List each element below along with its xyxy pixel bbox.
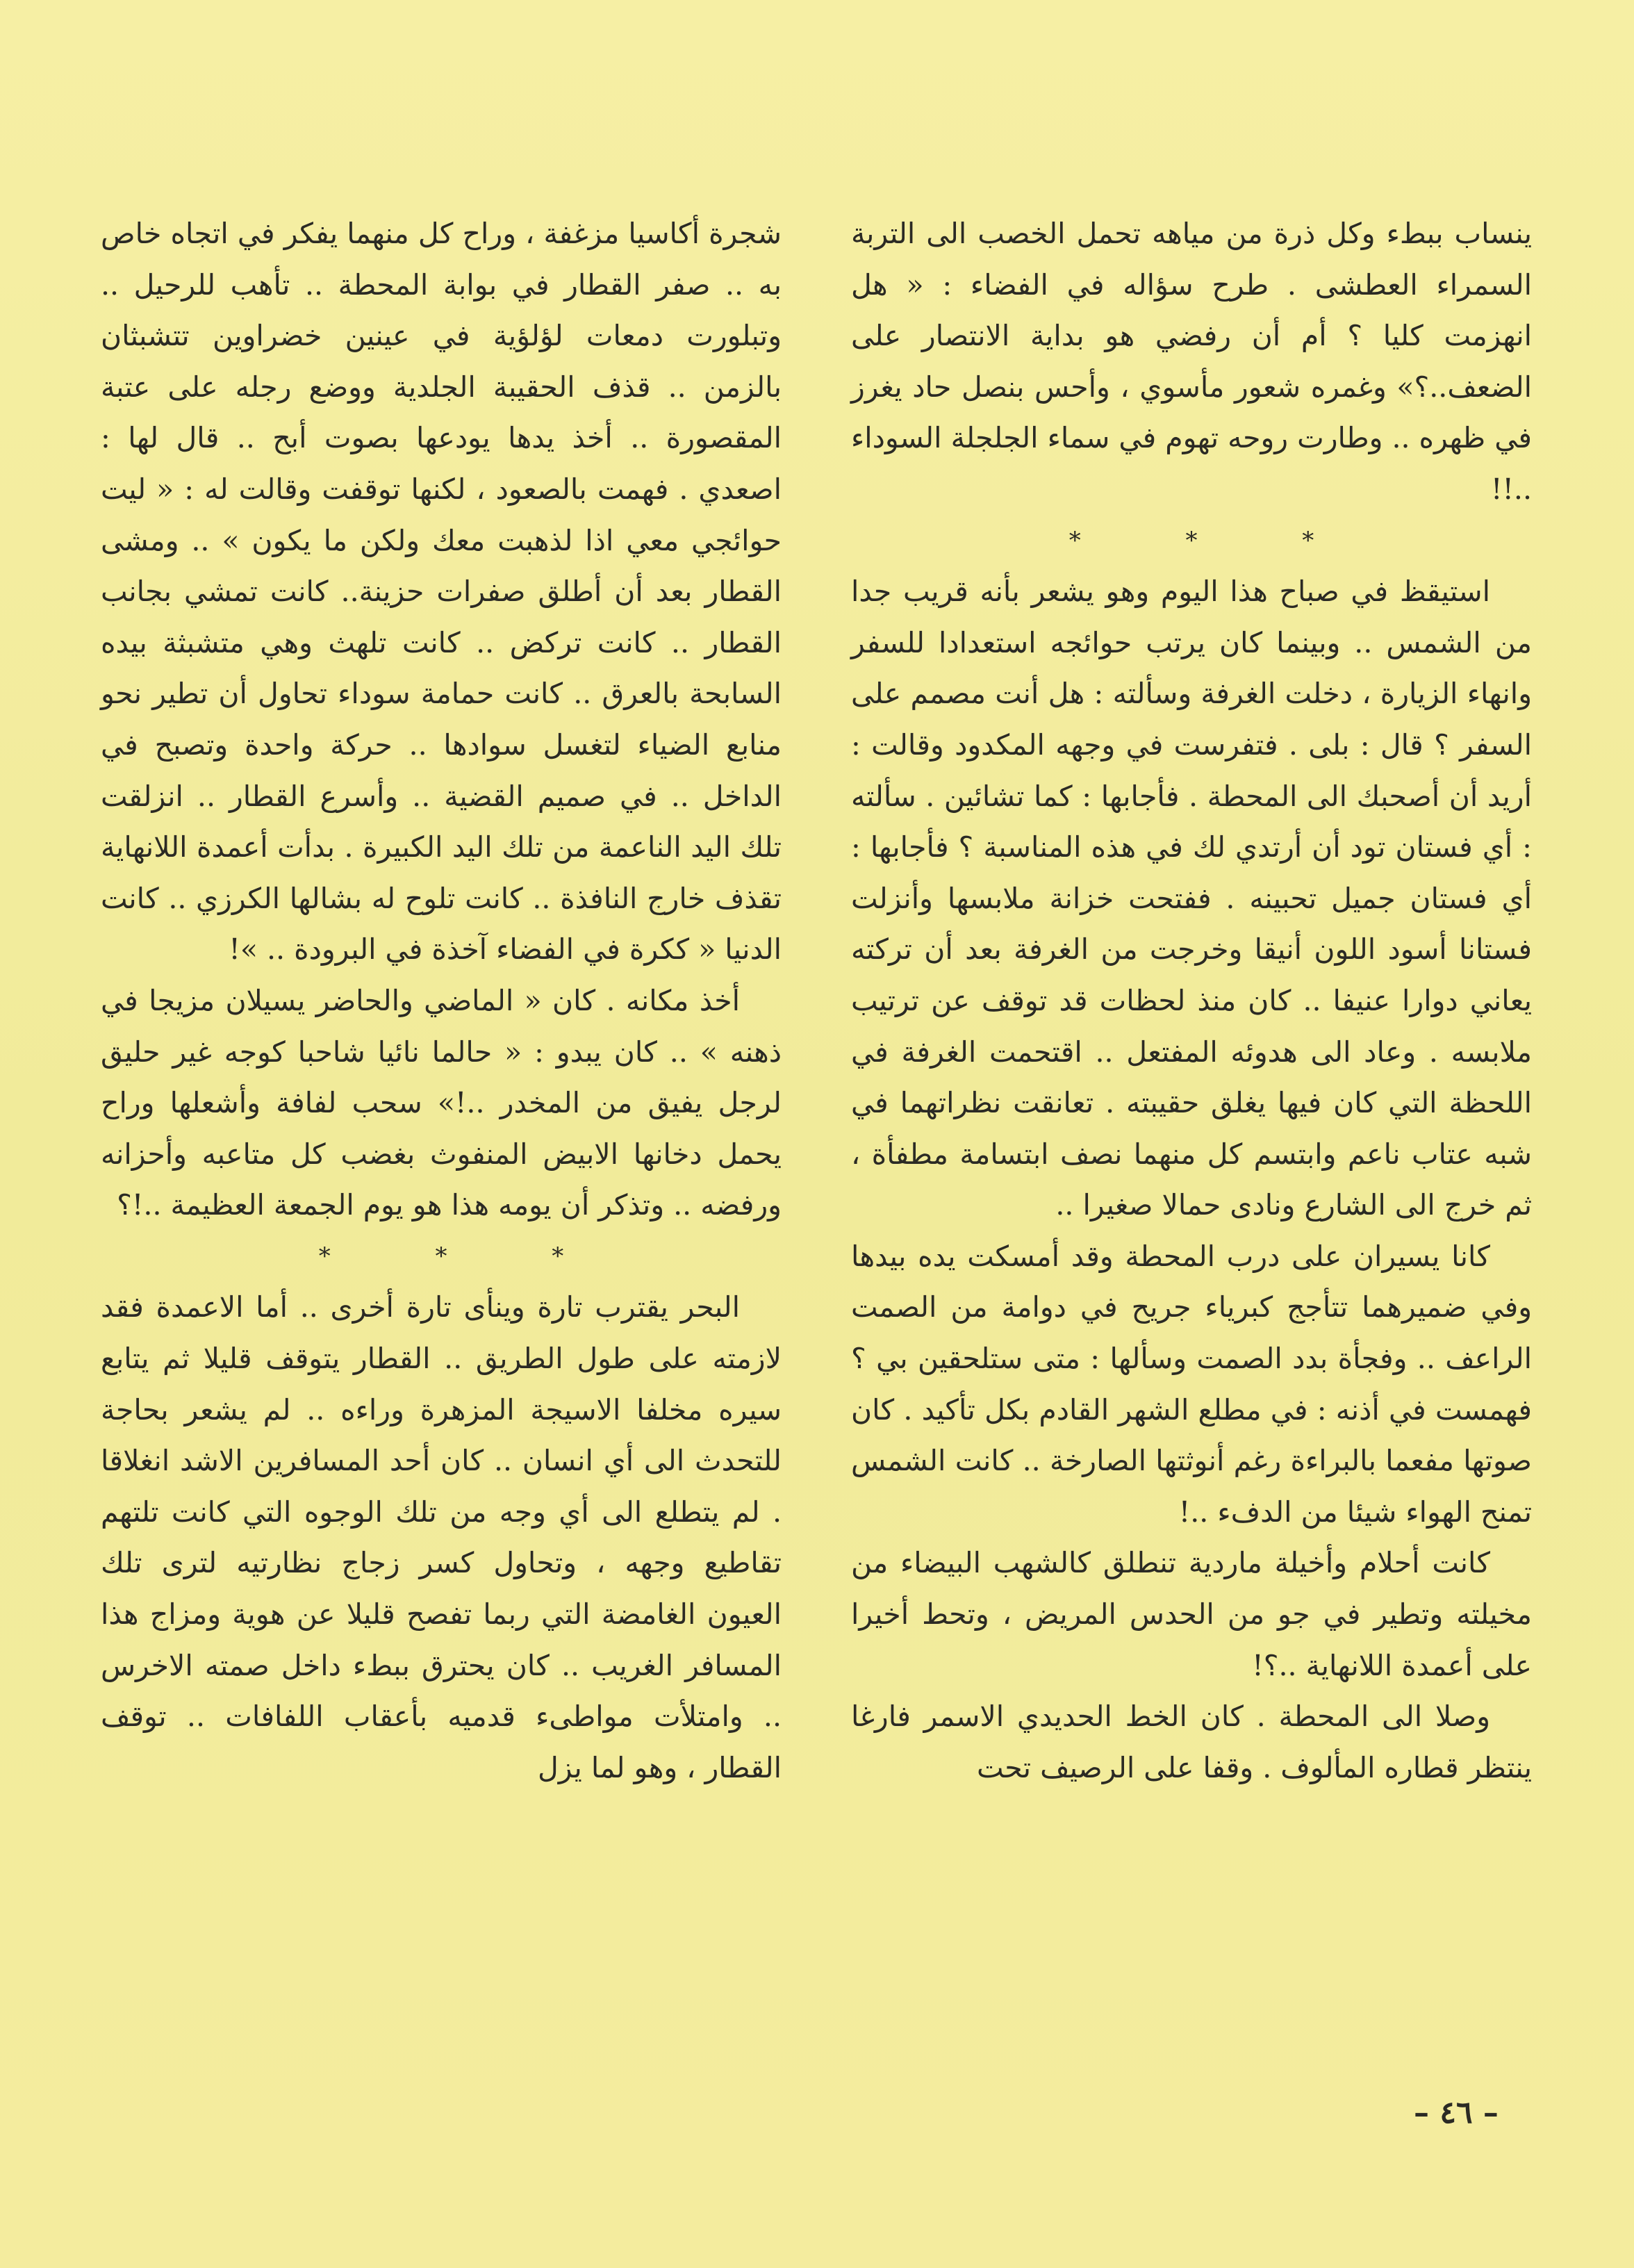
paragraph: أخذ مكانه . كان « الماضي والحاضر يسيلان مزيجا في ذهنه » .. كان يبدو : « حالما نائيا شاحبا كوجه غير حليق لرجل يفيق من المخدر ..!» سحب لفافة وأشعلها وراح يحمل دخانها الابيض المنفوث بغضب كل متاعبه وأحزانه ورفضه .. وتذكر أن يومه هذا هو يوم الجمعة العظيمة ..!؟ (101, 983, 782, 1222)
paragraph: البحر يقترب تارة وينأى تارة أخرى .. أما الاعمدة فقد لازمته على طول الطريق .. القطار يتوقف قليلا ثم يتابع سيره مخلفا الاسيجة المزهرة وراءه .. لم يشعر بحاجة للتحدث الى أي انسان .. كان أحد المسافرين الاشد انغلاقا . لم يتطلع الى أي وجه من تلك الوجوه التي كانت تلتهم تقاطيع وجهه ، وتحاول كسر زجاج نظارتيه لترى تلك العيون الغامضة التي ربما تفصح قليلا عن هوية ومزاج هذا المسافر الغريب .. كان يحترق ببطء داخل صمته الاخرس .. وامتلأت مواطىء قدميه بأعقاب اللفافات .. توقف القطار ، وهو لما يزل (101, 1290, 782, 1784)
left-text-column (101, 208, 782, 1793)
paragraph: كانت أحلام وأخيلة ماردية تنطلق كالشهب البيضاء من مخيلته وتطير في جو من الحدس المريض ، وتحط أخيرا على أعمدة اللانهاية ..؟! (851, 1546, 1532, 1682)
paragraph: استيقظ في صباح هذا اليوم وهو يشعر بأنه قريب جدا من الشمس .. وبينما كان يرتب حوائجه استعدادا للسفر وانهاء الزيارة ، دخلت الغرفة وسألته : هل أنت مصمم على السفر ؟ قال : بلى . فتفرست في وجهه المكدود وقالت : أريد أن أصحبك الى المحطة . فأجابها : كما تشائين . سألته : أي فستان تود أن أرتدي لك في هذه المناسبة ؟ فأجابها : أي فستان جميل تحبينه . ففتحت خزانة ملابسها وأنزلت فستانا أسود اللون أنيقا وخرجت من الغرفة بعد أن تركته يعاني دوارا عنيفا .. كان منذ لحظات قد توقف عن ترتيب ملابسه . وعاد الى هدوئه المفتعل .. اقتحمت الغرفة في اللحظة التي كان فيها يغلق حقيبته . تعانقت نظراتهما في شبه عتاب ناعم وابتسم كل منهما نصف ابتسامة مطفأة ، ثم خرج الى الشارع ونادى حمالا صغيرا .. (851, 575, 1532, 1222)
paragraph: ينساب ببطء وكل ذرة من مياهه تحمل الخصب الى التربة السمراء العطشى . طرح سؤاله في الفضاء : « هل انهزمت كليا ؟ أم أن رفضي هو بداية الانتصار على الضعف..؟» وغمره شعور مأسوي ، وأحس بنصل حاد يغرز في ظهره .. وطارت روحه تهوم في سماء الجلجلة السوداء ..!! (851, 217, 1532, 506)
page-number: – ٤٦ – (1414, 2095, 1499, 2130)
right-text-column (851, 208, 1532, 1793)
section-divider-stars: * * * (318, 1242, 613, 1270)
paragraph: شجرة أكاسيا مزغفة ، وراح كل منهما يفكر في اتجاه خاص به .. صفر القطار في بوابة المحطة .. تأهب للرحيل .. وتبلورت دمعات لؤلؤية في عينين خضراوين تتشبثان بالزمن .. قذف الحقيبة الجلدية ووضع رجله على عتبة المقصورة .. أخذ يدها يودعها بصوت أبح .. قال لها : اصعدي . فهمت بالصعود ، لكنها توقفت وقالت له : « ليت حوائجي معي اذا لذهبت معك ولكن ما يكون » .. ومشى القطار بعد أن أطلق صفرات حزينة.. كانت تمشي بجانب القطار .. كانت تركض .. كانت تلهث وهي متشبثة بيده السابحة بالعرق .. كانت حمامة سوداء تحاول أن تطير نحو منابع الضياء لتغسل سوادها .. حركة واحدة وتصبح في الداخل .. في صميم القضية .. وأسرع القطار .. انزلقت تلك اليد الناعمة من تلك اليد الكبيرة . بدأت أعمدة اللانهاية تقذف خارج النافذة .. كانت تلوح له بشالها الكرزي .. كانت الدنيا « ككرة في الفضاء آخذة في البرودة .. »! (101, 217, 782, 967)
section-divider-stars: * * * (1068, 526, 1363, 554)
paragraph: وصلا الى المحطة . كان الخط الحديدي الاسمر فارغا ينتظر قطاره المألوف . وقفا على الرصيف تحت (851, 1700, 1532, 1784)
paragraph: كانا يسيران على درب المحطة وقد أمسكت يده بيدها وفي ضميرهما تتأجج كبرياء جريح في دوامة من الصمت الراعف .. وفجأة بدد الصمت وسألها : متى ستلحقين بي ؟ فهمست في أذنه : في مطلع الشهر القادم بكل تأكيد . كان صوتها مفعما بالبراءة رغم أنوثتها الصارخة .. كانت الشمس تمنح الهواء شيئا من الدفء ..! (851, 1239, 1532, 1529)
